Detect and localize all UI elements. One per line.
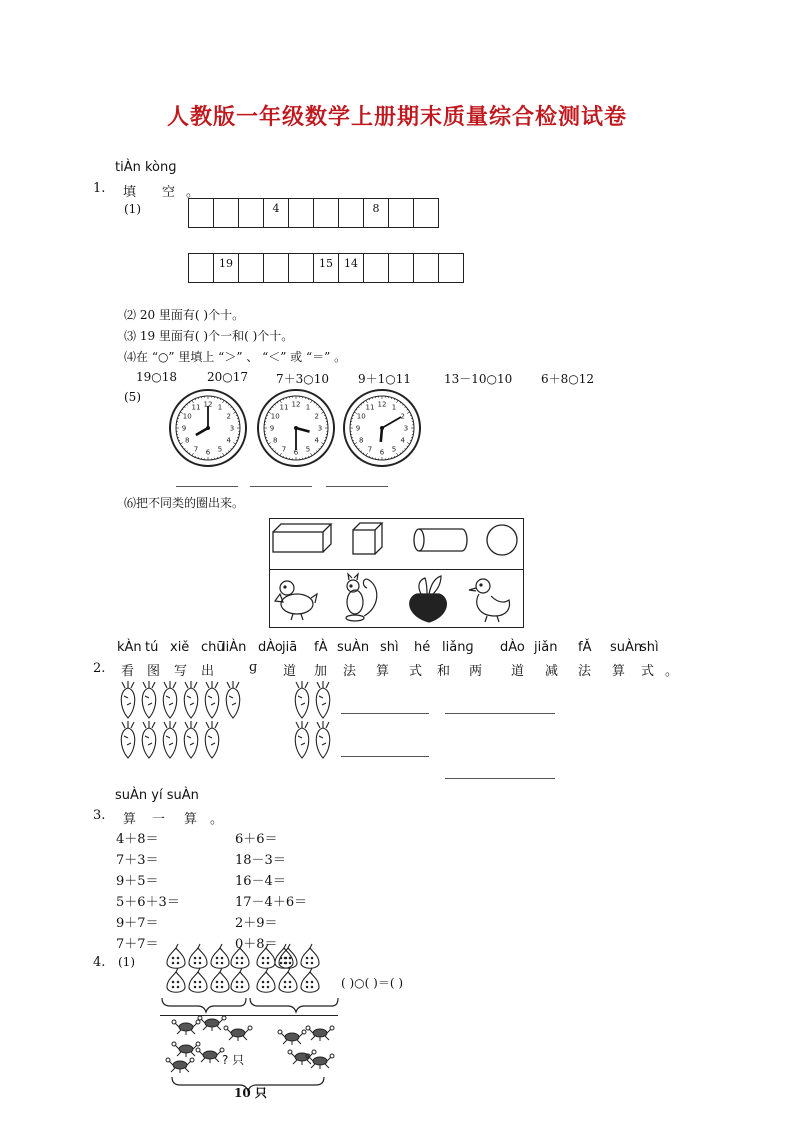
clock-number: 3 [403,424,409,433]
clock-2 [256,388,336,468]
q2-pinyin-syllable: liǎnɡ [442,640,474,655]
crab-icon [198,1016,226,1031]
clock-number: 12 [291,400,301,409]
clock-number: 5 [305,445,311,454]
calc-right-2: 18－3＝ [235,853,286,868]
cylinder-icon [414,529,467,551]
carrot-icon [184,721,198,758]
pear-picture [160,940,350,1010]
calc-right-1: 6＋6＝ [235,832,278,847]
clock-number: 12 [377,400,387,409]
q2-heading-char: 图 [147,664,161,679]
crab-icon [224,1026,252,1041]
q2-heading-char: 法 [578,664,592,679]
row1-cell[interactable] [288,198,314,228]
clock-number: 9 [269,424,275,433]
carrot-icon [142,721,156,758]
crab-icon [172,1020,200,1035]
clock-number: 11 [279,403,289,412]
q2-heading-char: 道 [283,664,297,679]
row2-cell[interactable] [288,253,314,283]
pear-icon [231,968,249,992]
q2-pinyin-syllable: suÀn [610,640,643,655]
clock-number: 1 [305,403,311,412]
row1-cell[interactable] [338,198,364,228]
duck-icon [469,579,509,622]
clock-number: 7 [281,445,287,454]
crab-icon [196,1048,224,1063]
pear-icon [189,968,207,992]
compare-2: 20○17 [207,370,249,384]
q2-heading-char: 算 [612,664,626,679]
row2-cell[interactable] [263,253,289,283]
q2-heading-char: 。 [665,664,679,679]
q4-equation: ( )○( )＝( ) [341,976,404,990]
q1-heading-2: 空 [162,185,176,200]
row1-cell[interactable] [388,198,414,228]
q4-p1-label: (1) [118,955,135,969]
row2-cell[interactable] [438,253,464,283]
q2-heading-char: 减 [545,664,559,679]
radish-icon [410,576,447,622]
hour-hand [196,428,208,435]
crab-icon [166,1058,194,1073]
q2-answer-line-3[interactable] [341,756,429,757]
row1-cell[interactable] [213,198,239,228]
clock-number: 10 [356,412,366,421]
crab-icon [278,1030,306,1045]
q2-pinyin-syllable: liÀn [222,640,247,655]
classify-drawings [269,518,522,626]
pear-icon [257,944,275,968]
hour-hand [296,428,310,432]
pear-icon [211,944,229,968]
carrot-icon [163,681,177,718]
carrot-icon [205,681,219,718]
q2-heading-char: 和 [437,664,451,679]
q2-heading-char: 两 [469,664,483,679]
compare-3: 7＋3○10 [276,372,330,386]
compare-5: 13－10○10 [444,372,513,386]
carrot-group-left [118,680,258,760]
row2-cell[interactable]: 14 [338,253,364,283]
clock-number: 7 [367,445,373,454]
calc-left-1: 4＋8＝ [116,832,159,847]
clock-number: 3 [317,424,323,433]
carrot-group-right [292,680,352,760]
crab-icon [306,1054,334,1069]
pear-icon [279,944,297,968]
calc-left-3: 9＋5＝ [116,874,159,889]
chick-icon [275,581,317,620]
row1-cell[interactable] [188,198,214,228]
q1-p2: ⑵ 20 里面有( )个十。 [124,308,245,322]
compare-1: 19○18 [136,370,178,384]
clock-number: 10 [270,412,280,421]
carrot-icon [295,721,309,758]
pear-icon [301,968,319,992]
page-title: 人教版一年级数学上册期末质量综合检测试卷 [166,105,627,130]
q2-pinyin-syllable: shì [380,640,399,655]
row2-cell[interactable] [238,253,264,283]
carrot-icon [316,681,330,718]
q2-pinyin-syllable: jiā [282,640,298,655]
cuboid-icon [273,524,331,552]
carrot-icon [316,721,330,758]
q2-pinyin-syllable: shì [640,640,659,655]
q2-pinyin-syllable: chū [201,640,225,655]
carrot-icon [121,681,135,718]
pear-icon [211,968,229,992]
q3-heading-4: 。 [210,812,224,827]
clock-number: 7 [193,445,199,454]
row1-cell[interactable]: 8 [363,198,389,228]
q2-pinyin-syllable: hé [414,640,431,655]
q2-heading-char: 道 [511,664,525,679]
calc-left-4: 5＋6＋3＝ [116,895,180,910]
crab-total-label: 10 只 [234,1086,267,1100]
pear-icon [257,968,275,992]
clock-number: 6 [205,448,211,457]
clock-3-answer-line[interactable] [326,486,388,487]
q1-p5-label: (5) [124,390,141,404]
calc-right-5: 2＋9＝ [235,916,278,931]
carrot-icon [295,681,309,718]
row1-cell[interactable]: 4 [263,198,289,228]
q2-heading-char: 写 [174,664,188,679]
clock-number: 3 [229,424,235,433]
row2-cell[interactable] [388,253,414,283]
q1-heading-1: 填 [123,185,137,200]
crab-icon [288,1050,316,1065]
carrot-icon [184,681,198,718]
clock-number: 10 [182,412,192,421]
squirrel-icon [346,574,377,621]
compare-6: 6＋8○12 [541,372,595,386]
clock-number: 9 [181,424,187,433]
number-row-2 [189,253,464,283]
q2-heading-char: 加 [314,664,328,679]
q3-pinyin: suÀn yí suÀn [115,788,199,803]
crab-unknown-label: ? 只 [222,1053,245,1067]
pear-icon [167,968,185,992]
clock-number: 5 [391,445,397,454]
clock-1-answer-line[interactable] [176,486,238,487]
clock-number: 6 [293,448,299,457]
carrot-icon [226,681,240,718]
clock-number: 9 [355,424,361,433]
calc-right-6: 0＋8＝ [235,937,278,952]
q3-number: 3. [93,808,106,823]
hour-hand [381,428,382,442]
pear-icon [279,968,297,992]
q1-p4: ⑷在 “○” 里填上 “＞” 、 “＜” 或 “＝” 。 [124,350,347,364]
q2-heading-char: 看 [121,664,135,679]
pear-icon [189,944,207,968]
carrot-icon [142,681,156,718]
compare-4: 9＋1○11 [358,372,412,386]
clock-number: 2 [314,412,320,421]
row1-cell[interactable] [238,198,264,228]
q2-number: 2. [93,661,106,676]
clock-number: 11 [191,403,201,412]
q2-pinyin-syllable: fÀ [314,640,328,655]
row2-cell[interactable]: 15 [313,253,339,283]
clock-3 [342,388,422,468]
pear-icon [301,944,319,968]
q3-heading-2: 一 [152,812,166,827]
q2-pinyin-syllable: dÀo [500,640,525,655]
carrot-icon [205,721,219,758]
q1-p3: ⑶ 19 里面有( )个一和( )个十。 [124,329,294,343]
row1-cell[interactable] [413,198,439,228]
clock-number: 8 [358,436,364,445]
calc-left-5: 9＋7＝ [116,916,159,931]
calc-right-4: 17－4＋6＝ [235,895,308,910]
row1-cell[interactable] [313,198,339,228]
clock-number: 1 [391,403,397,412]
calc-left-6: 7＋7＝ [116,937,159,952]
q3-heading-3: 算 [184,812,198,827]
clock-number: 8 [184,436,190,445]
q2-pinyin-syllable: suÀn [337,640,370,655]
calc-right-3: 16－4＝ [235,874,286,889]
pear-icon [167,944,185,968]
calc-left-2: 7＋3＝ [116,853,159,868]
crab-icon [306,1026,334,1041]
row2-cell[interactable] [188,253,214,283]
q2-answer-line-2[interactable] [445,713,555,714]
clock-number: 8 [272,436,278,445]
q1-p6: ⑹把不同类的圈出来。 [124,496,245,510]
pear-icon [275,944,293,968]
q2-heading-char: 式 [409,664,423,679]
q2-pinyin-syllable: xiě [170,640,190,655]
q2-pinyin-syllable: jiǎn [534,640,558,655]
row2-cell[interactable] [363,253,389,283]
number-row-1 [189,198,439,228]
q2-heading-char: ɡ [249,660,258,675]
q2-answer-line-1[interactable] [341,713,429,714]
q2-heading-char: 出 [201,664,215,679]
clock-number: 4 [400,436,406,445]
row2-cell[interactable] [413,253,439,283]
q2-pinyin-syllable: dÀo [258,640,283,655]
clock-number: 5 [217,445,223,454]
q1-p1-label: (1) [124,202,141,216]
q3-heading-1: 算 [123,812,137,827]
q4-number: 4. [93,955,106,970]
clock-1 [168,388,248,468]
q2-heading-char: 式 [641,664,655,679]
clock-number: 2 [400,412,406,421]
minute-hand [382,417,401,428]
clock-number: 11 [365,403,375,412]
q1-heading-3: 。 [186,185,200,200]
q2-answer-line-4[interactable] [445,778,555,779]
q1-pinyin: tiÀn kònɡ [115,160,177,175]
pear-icon [231,944,249,968]
q2-pinyin-syllable: tú [145,640,159,655]
q2-pinyin-syllable: fǍ [578,640,592,655]
carrot-icon [121,721,135,758]
sphere-icon [487,525,517,555]
clock-number: 12 [203,400,213,409]
clock-2-answer-line[interactable] [250,486,312,487]
crab-picture [160,1015,340,1095]
clock-number: 4 [314,436,320,445]
clock-number: 1 [217,403,223,412]
carrot-icon [163,721,177,758]
clock-number: 6 [379,448,385,457]
q2-pinyin-syllable: kÀn [117,640,142,655]
clock-number: 2 [226,412,232,421]
q2-heading-char: 法 [343,664,357,679]
q2-heading-char: 算 [376,664,390,679]
cube-icon [353,523,382,554]
clock-number: 4 [226,436,232,445]
q1-number: 1. [93,181,106,196]
row2-cell[interactable]: 19 [213,253,239,283]
